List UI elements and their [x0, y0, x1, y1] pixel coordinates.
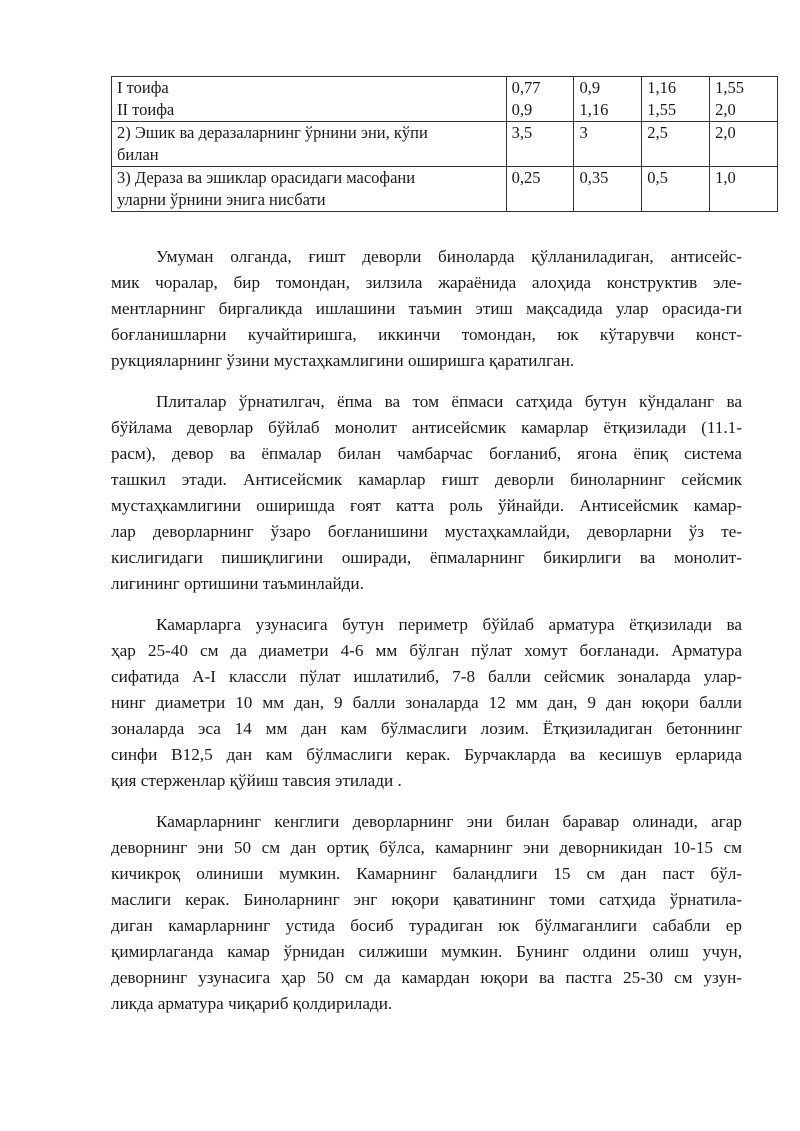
- cell-text: уларни ўрнини энига нисбати: [117, 190, 326, 209]
- cell-value: 0,77: [511, 78, 541, 97]
- table-cell-value: [574, 167, 642, 212]
- table-cell-value: [506, 167, 574, 212]
- paragraph-line: лигининг ортишини таъминлайди.: [111, 574, 364, 593]
- paragraph-line: ҳар 25-40 см да диаметри 4-6 мм бўлган пўлат хомут боғланади. Арматура: [111, 641, 742, 660]
- cell-value: 0,9: [511, 100, 533, 119]
- table-row: [112, 122, 778, 167]
- table-cell-label: [112, 167, 507, 212]
- paragraph-line: боғланишларни кучайтиришга, иккинчи томондан, юк кўтарувчи конст-: [111, 325, 742, 344]
- paragraph-line: маслиги керак. Биноларнинг энг юқори қаватининг томи сатҳида ўрнатила-: [111, 890, 742, 909]
- cell-text: билан: [117, 145, 159, 164]
- paragraph-line: Камарларнинг кенглиги деворларнинг эни билан баравар олинади, агар: [156, 812, 742, 831]
- cell-text: 2) Эшик ва деразаларнинг ўрнини эни, кўпи: [117, 123, 428, 142]
- paragraph-line: ликда арматура чиқариб қолдирилади.: [111, 994, 393, 1013]
- paragraph-line: Плиталар ўрнатилгач, ёпма ва том ёпмаси сатҳида бутун кўндаланг ва: [156, 392, 742, 411]
- cell-value: 0,35: [579, 168, 609, 187]
- table-row: [112, 167, 778, 212]
- paragraph: [111, 389, 742, 597]
- table-row: [112, 77, 778, 122]
- cell-value: 0,9: [579, 78, 601, 97]
- cell-value: 1,55: [715, 78, 744, 97]
- paragraph-line: диган камарларнинг устида босиб турадиган юк бўлмаганлиги сабабли ер: [111, 916, 742, 935]
- table-cell-label: [112, 77, 507, 122]
- paragraph: [111, 612, 742, 794]
- paragraph-line: мустаҳкамлигини оширишда ғоят катта роль ўйнайди. Антисейсмик камар-: [111, 496, 742, 515]
- paragraph-line: зоналарда эса 14 мм дан кам бўлмаслиги лозим. Ётқизиладиган бетоннинг: [111, 719, 742, 738]
- paragraph-line: Камарларга узунасига бутун периметр бўйлаб арматура ётқизилади ва: [156, 615, 742, 634]
- paragraph-line: ташкил этади. Антисейсмик камарлар ғишт деворли биноларнинг сейсмик: [111, 470, 742, 489]
- cell-value: 3: [579, 123, 588, 142]
- paragraph-line: рукцияларнинг ўзини мустаҳкамлигини оширишга қаратилган.: [111, 351, 575, 370]
- paragraph: [111, 244, 742, 374]
- table-cell-value: [574, 122, 642, 167]
- paragraph-line: кичикроқ олиниши мумкин. Камарнинг баландлиги 15 см дан паст бўл-: [111, 864, 742, 883]
- table-cell-value: [642, 122, 710, 167]
- cell-value: 0,5: [647, 168, 668, 187]
- cell-value: 0,25: [511, 168, 541, 187]
- paragraph-line: қимирлаганда камар ўрнидан силжиши мумкин. Бунинг олдини олиш учун,: [111, 942, 742, 961]
- coefficients-table: [111, 76, 778, 212]
- table-cell-value: [506, 77, 574, 122]
- paragraph-line: Умуман олганда, ғишт деворли биноларда қўлланиладиган, антисейс-: [156, 247, 742, 266]
- cell-value: 1,16: [579, 100, 609, 119]
- table-cell-value: [642, 167, 710, 212]
- cell-value: 2,5: [647, 123, 668, 142]
- cell-value: 2,0: [715, 123, 736, 142]
- paragraph-line: кислигидаги пишиқлигини оширади, ёпмаларнинг бикирлиги ва монолит-: [111, 548, 742, 567]
- paragraph-line: мик чоралар, бир томондан, зилзила жараёнида алоҳида конструктив эле-: [111, 273, 742, 292]
- table-cell-value: [642, 77, 710, 122]
- cell-text: II тоифа: [117, 100, 175, 119]
- table-cell-value: [710, 122, 778, 167]
- cell-text: I тоифа: [117, 78, 169, 97]
- paragraph-line: ментларнинг биргаликда ишлашини таъмин этиш мақсадида улар орасида-ги: [111, 299, 742, 318]
- table-cell-value: [506, 122, 574, 167]
- cell-value: 1,0: [715, 168, 736, 187]
- paragraph-line: сифатида А-I классли пўлат ишлатилиб, 7-8 балли сейсмик зоналарда улар-: [111, 667, 742, 686]
- cell-value: 2,0: [715, 100, 736, 119]
- cell-value: 1,55: [647, 100, 677, 119]
- table-cell-value: [574, 77, 642, 122]
- table-cell-value: [710, 77, 778, 122]
- table-cell-value: [710, 167, 778, 212]
- body-text: [111, 244, 742, 1032]
- cell-value: 3,5: [511, 123, 533, 142]
- table-cell-label: [112, 122, 507, 167]
- paragraph-line: деворнинг эни 50 см дан ортиқ бўлса, камарнинг эни деворникидан 10-15 см: [111, 838, 742, 857]
- paragraph-line: бўйлама деворлар бўйлаб монолит антисейсмик камарлар ётқизилади (11.1-: [111, 418, 742, 437]
- paragraph-line: қия стерженлар қўйиш тавсия этилади .: [111, 771, 402, 790]
- paragraph-line: деворнинг узунасига ҳар 50 см да камардан юқори ва пастга 25-30 см узун-: [111, 968, 742, 987]
- cell-text: 3) Дераза ва эшиклар орасидаги масофани: [117, 168, 416, 187]
- paragraph-line: нинг диаметри 10 мм дан, 9 балли зоналарда 12 мм дан, 9 дан юқори балли: [111, 693, 742, 712]
- paragraph-line: лар деворларнинг ўзаро боғланишини мустаҳкамлайди, деворларни ўз те-: [111, 522, 742, 541]
- paragraph-line: синфи В12,5 дан кам бўлмаслиги керак. Бурчакларда ва кесишув ерларида: [111, 745, 742, 764]
- paragraph: [111, 809, 742, 1017]
- cell-value: 1,16: [647, 78, 677, 97]
- paragraph-line: расм), девор ва ёпмалар билан чамбарчас боғланиб, ягона ёпиқ система: [111, 444, 742, 463]
